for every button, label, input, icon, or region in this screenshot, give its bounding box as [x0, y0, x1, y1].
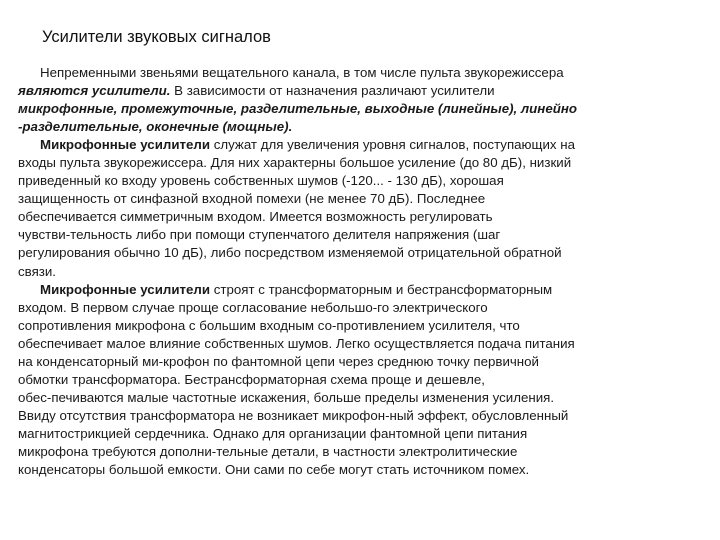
- text-line: [18, 244, 708, 262]
- text-line: [18, 82, 708, 100]
- text-line: [18, 461, 708, 479]
- text-line: [18, 407, 708, 425]
- text-run: входом. В первом случае проще согласование небольшо-го электрического: [18, 299, 488, 315]
- text-line: [18, 281, 708, 299]
- text-line: [18, 118, 708, 136]
- text-run: входы пульта звукорежиссера. Для них характерны большое усиление (до 80 дБ), низкий: [18, 155, 572, 171]
- text-line: [18, 136, 708, 154]
- emphasized-text: -разделительные, оконечные (мощные).: [18, 119, 293, 135]
- text-line: [18, 154, 708, 172]
- paragraph-1: [18, 64, 708, 136]
- text-run: обеспечивает малое влияние собственных шумов. Легко осуществляется подача питания: [18, 335, 575, 351]
- text-run: чувстви-тельность либо при помощи ступенчатого делителя напряжения (шаг: [18, 227, 501, 243]
- text-run: В зависимости от назначения различают усилители: [170, 83, 495, 99]
- text-line: [18, 425, 708, 443]
- text-run: связи.: [18, 263, 56, 279]
- text-run: Ввиду отсутствия трансформатора не возникает микрофон-ный эффект, обусловленный: [18, 407, 569, 423]
- slide-title: Усилители звуковых сигналов: [42, 28, 271, 46]
- text-run: приведенный ко входу уровень собственных шумов (-120... - 130 дБ), хорошая: [18, 173, 504, 189]
- text-line: [18, 353, 708, 371]
- emphasized-text: микрофонные, промежуточные, разделительные, выходные (линейные), линейно: [18, 101, 578, 117]
- text-run: обес-печиваются малые частотные искажения, больше пределы изменения усиления.: [18, 389, 555, 405]
- text-run: строят с трансформаторным и бестрансформаторным: [210, 281, 553, 297]
- text-run: обмотки трансформатора. Бестрансформаторная схема проще и дешевле,: [18, 371, 485, 387]
- text-run: регулирования обычно 10 дБ), либо посредством изменяемой отрицательной обратной: [18, 245, 562, 261]
- text-line: [18, 172, 708, 190]
- text-line: [18, 208, 708, 226]
- text-run: защищенность от синфазной входной помехи (не менее 70 дБ). Последнее: [18, 191, 486, 207]
- text-line: [18, 100, 708, 118]
- text-line: [18, 371, 708, 389]
- text-run: служат для увеличения уровня сигналов, поступающих на: [210, 137, 575, 153]
- text-run: обеспечивается симметричным входом. Имеется возможность регулировать: [18, 209, 493, 225]
- paragraph-2: [18, 136, 708, 280]
- emphasized-text: Микрофонные усилители: [40, 137, 211, 153]
- text-line: [18, 226, 708, 244]
- text-line: [18, 335, 708, 353]
- text-run: сопротивления микрофона с большим входным со-противлением усилителя, что: [18, 317, 520, 333]
- emphasized-text: являются усилители.: [18, 83, 171, 99]
- text-line: [18, 64, 708, 82]
- slide-body: [18, 64, 708, 479]
- paragraph-3: [18, 281, 708, 480]
- text-run: магнитострикцией сердечника. Однако для организации фантомной цепи питания: [18, 425, 528, 441]
- text-line: [18, 190, 708, 208]
- text-line: [18, 299, 708, 317]
- text-line: [18, 263, 708, 281]
- text-line: [18, 389, 708, 407]
- text-run: на конденсаторный ми-крофон по фантомной цепи через среднюю точку первичной: [18, 353, 539, 369]
- text-run: Непременными звеньями вещательного канала, в том числе пульта звукорежиссера: [40, 65, 564, 80]
- text-run: конденсаторы большой емкости. Они сами по себе могут стать источником помех.: [18, 462, 530, 478]
- text-run: микрофона требуются дополни-тельные детали, в частности электролитические: [18, 443, 518, 459]
- text-line: [18, 317, 708, 335]
- emphasized-text: Микрофонные усилители: [40, 281, 211, 297]
- text-line: [18, 443, 708, 461]
